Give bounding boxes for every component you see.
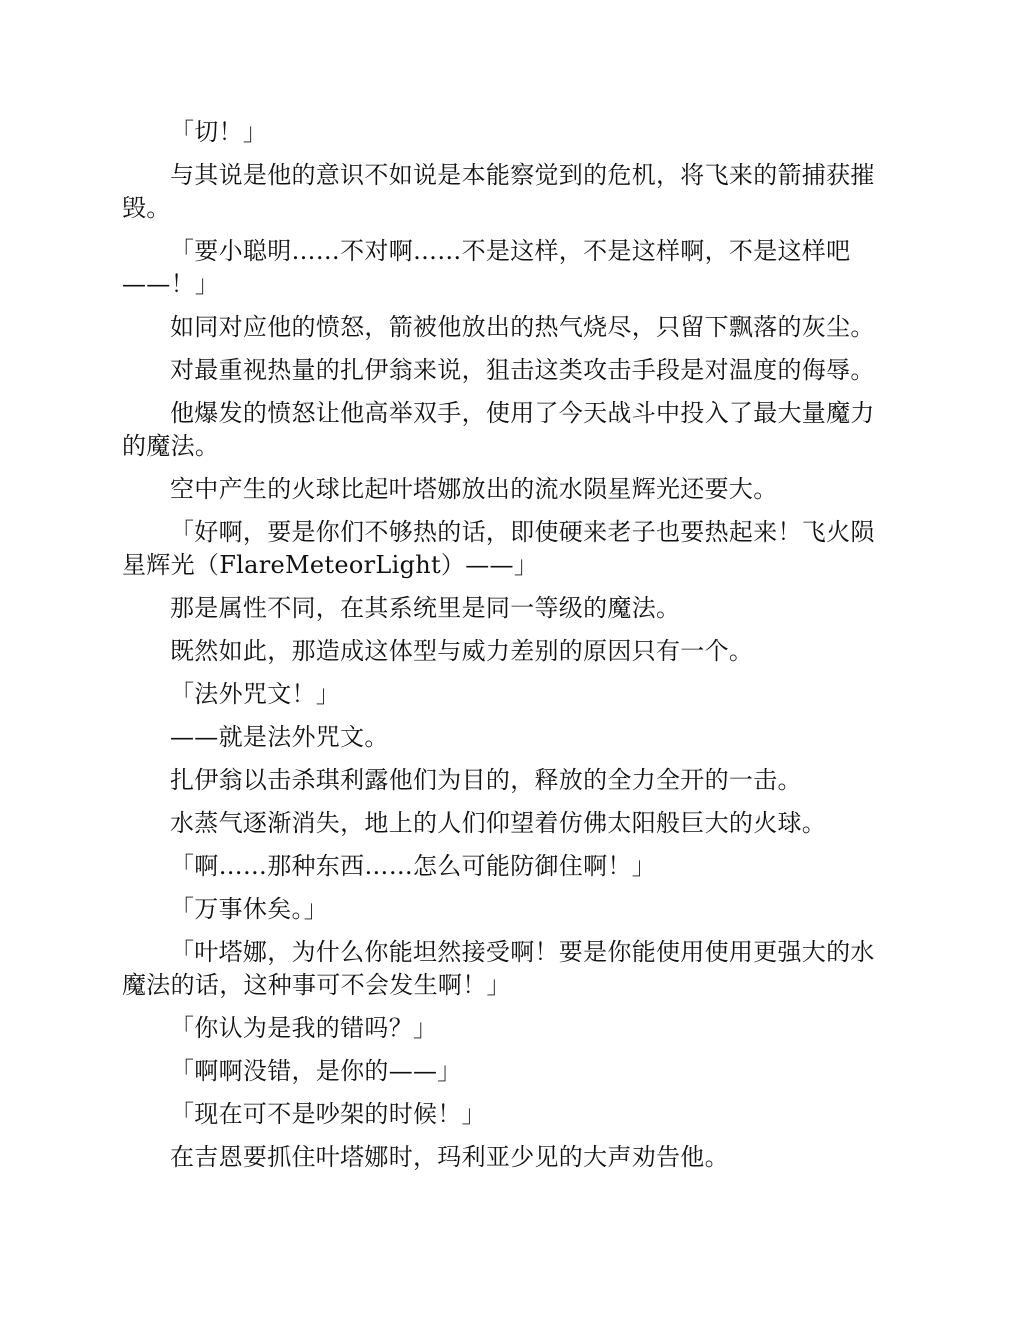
paragraph: 「叶塔娜，为什么你能坦然接受啊！要是你能使用使用更强大的水魔法的话，这种事可不会发生啊！」 [122, 938, 875, 999]
paragraph: 如同对应他的愤怒，箭被他放出的热气烧尽，只留下飘落的灰尘。 [170, 313, 875, 341]
paragraph: 「啊啊没错，是你的——」 [170, 1057, 462, 1085]
page-body [122, 116, 897, 1184]
paragraph: 「要小聪明……不对啊……不是这样，不是这样啊，不是这样吧——！」 [122, 237, 851, 298]
paragraph: 与其说是他的意识不如说是本能察觉到的危机，将飞来的箭捕获摧毁。 [122, 161, 875, 222]
paragraph: 那是属性不同，在其系统里是同一等级的魔法。 [170, 594, 681, 622]
paragraph: 「切！」 [170, 118, 268, 146]
paragraph: 既然如此，那造成这体型与威力差别的原因只有一个。 [170, 637, 754, 665]
paragraph: 「万事休矣。」 [170, 895, 329, 923]
paragraph: 扎伊翁以击杀琪利露他们为目的，释放的全力全开的一击。 [170, 766, 802, 794]
paragraph: 「啊……那种东西……怎么可能防御住啊！」 [170, 852, 656, 880]
paragraph: 对最重视热量的扎伊翁来说，狙击这类攻击手段是对温度的侮辱。 [170, 356, 875, 384]
paragraph: 「法外咒文！」 [170, 680, 341, 708]
paragraph: 「你认为是我的错吗？」 [170, 1014, 438, 1042]
paragraph: 「好啊，要是你们不够热的话，即使硬来老子也要热起来！飞火陨星辉光（FlareMeteorLight）——」 [122, 518, 875, 579]
paragraph: 他爆发的愤怒让他高举双手，使用了今天战斗中投入了最大量魔力的魔法。 [122, 399, 875, 460]
paragraph: 「现在可不是吵架的时候！」 [170, 1100, 486, 1128]
paragraph: 水蒸气逐渐消失，地上的人们仰望着仿佛太阳般巨大的火球。 [170, 809, 827, 837]
paragraph: 空中产生的火球比起叶塔娜放出的流水陨星辉光还要大。 [170, 475, 778, 503]
paragraph: ——就是法外咒文。 [170, 723, 389, 751]
paragraph: 在吉恩要抓住叶塔娜时，玛利亚少见的大声劝告他。 [170, 1143, 729, 1171]
